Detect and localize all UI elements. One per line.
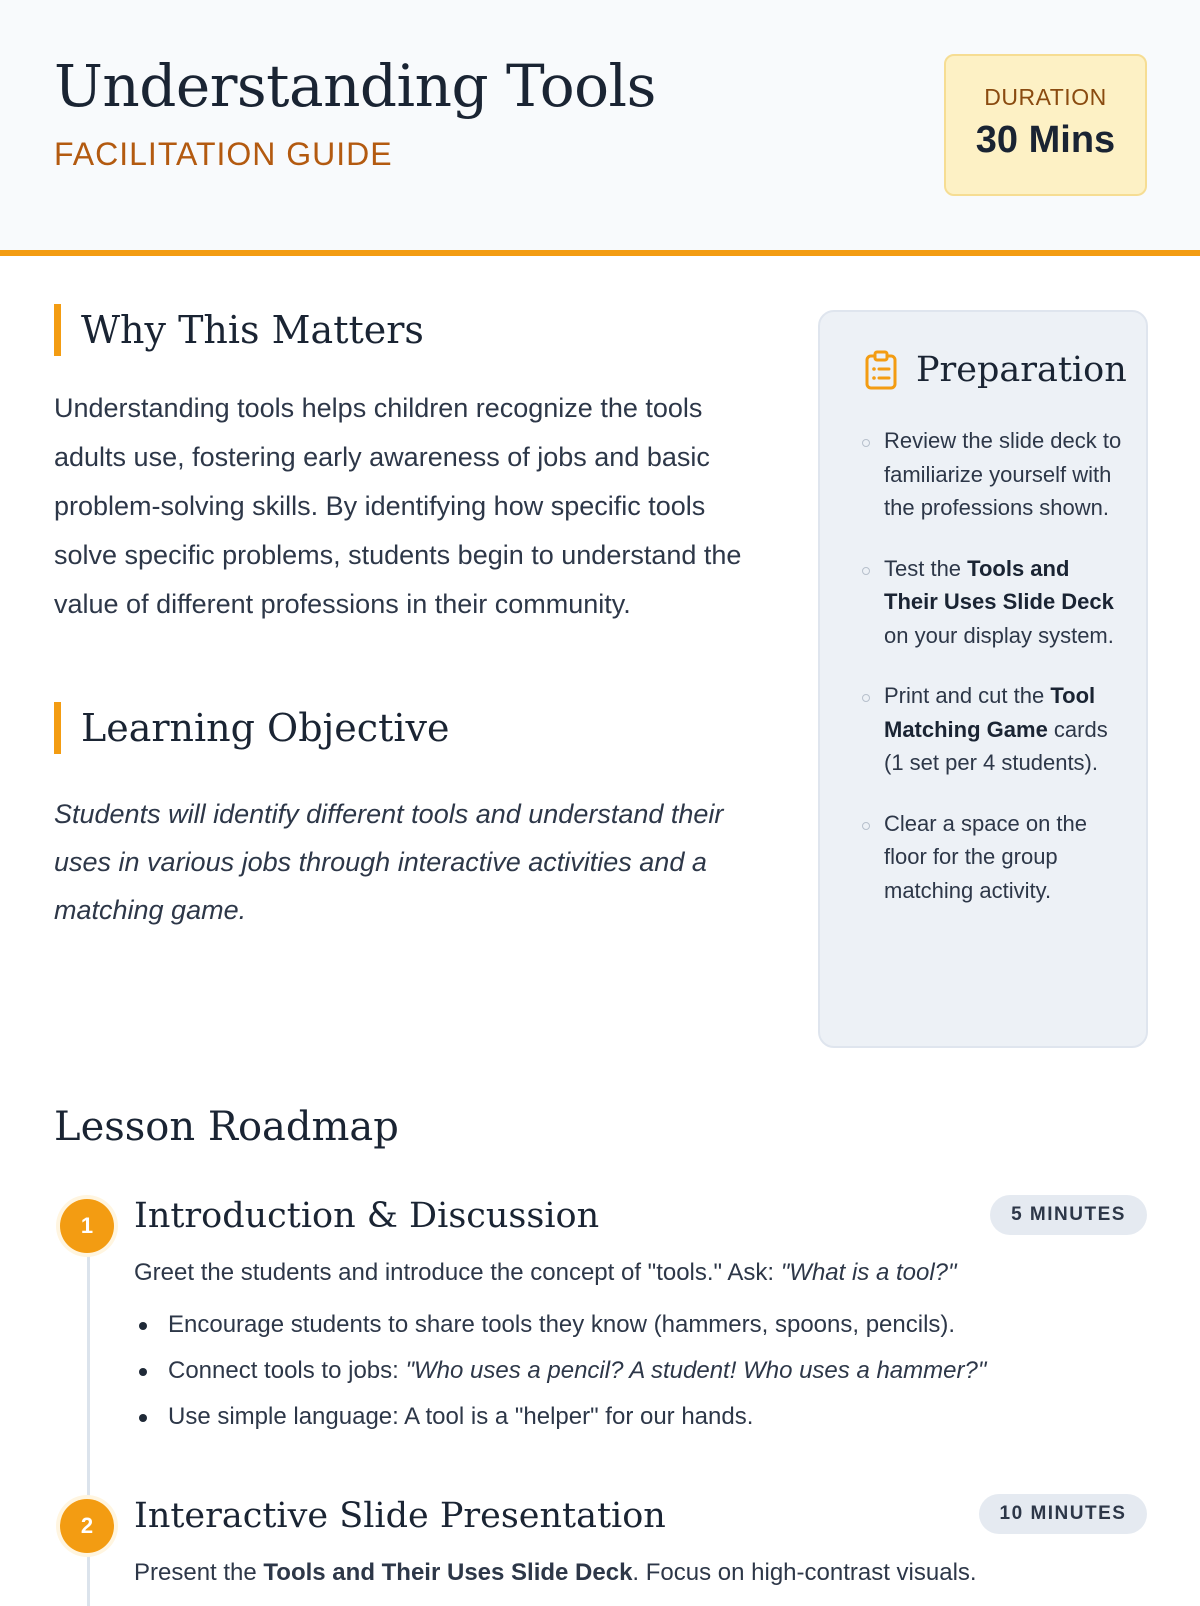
bullet-icon — [862, 694, 870, 702]
duration-label: DURATION — [984, 84, 1107, 110]
step-description: Present the Tools and Their Uses Slide Deck. Focus on high-contrast visuals. — [134, 1559, 977, 1586]
why-heading: Why This Matters — [54, 304, 424, 356]
preparation-item: Review the slide deck to familiarize yourself with the professions shown. — [862, 424, 1122, 525]
bullet-icon — [862, 822, 870, 830]
objective-heading: Learning Objective — [54, 702, 449, 754]
preparation-header — [864, 350, 1127, 390]
page-title: Understanding Tools — [54, 52, 656, 120]
preparation-item: Test the Tools and Their Uses Slide Deck on your display system. — [862, 552, 1122, 653]
preparation-card — [818, 310, 1148, 1048]
step-title: Interactive Slide Presentation — [134, 1496, 666, 1536]
step-duration-badge: 5 MINUTES — [990, 1195, 1147, 1235]
page-subtitle: FACILITATION GUIDE — [54, 136, 393, 172]
why-text: Understanding tools helps children recognize the tools adults use, fostering early awareness of jobs and basic problem-solving skills. By identifying how specific tools solve specific problems, students begin to understand the value of different professions in their community. — [54, 393, 742, 619]
list-item: Connect tools to jobs: "Who uses a pencil? A student! Who uses a hammer?" — [134, 1348, 986, 1394]
step-number: 1 — [60, 1199, 114, 1253]
duration-badge — [944, 54, 1147, 196]
clipboard-icon — [864, 350, 898, 390]
list-item: Use simple language: A tool is a "helper" for our hands. — [134, 1394, 986, 1440]
list-item: Encourage students to share tools they know (hammers, spoons, pencils). — [134, 1302, 986, 1348]
objective-text: Students will identify different tools and understand their uses in various jobs through interactive activities and a matching game. — [54, 799, 724, 925]
preparation-item: Print and cut the Tool Matching Game cards (1 set per 4 students). — [862, 679, 1122, 780]
bullet-icon — [862, 567, 870, 575]
step-title: Introduction & Discussion — [134, 1196, 600, 1236]
step-duration-badge: 10 MINUTES — [979, 1494, 1147, 1534]
step-number: 2 — [60, 1499, 114, 1553]
roadmap-heading: Lesson Roadmap — [54, 1104, 399, 1150]
duration-value: 30 Mins — [975, 119, 1116, 161]
page-header — [0, 0, 1200, 256]
step-bullet-list — [134, 1302, 986, 1440]
preparation-item: Clear a space on the floor for the group matching activity. — [862, 807, 1122, 908]
preparation-list — [862, 424, 1122, 934]
preparation-heading: Preparation — [916, 350, 1127, 390]
step-description: Greet the students and introduce the concept of "tools." Ask: "What is a tool?" — [134, 1259, 957, 1286]
bullet-icon — [862, 439, 870, 447]
